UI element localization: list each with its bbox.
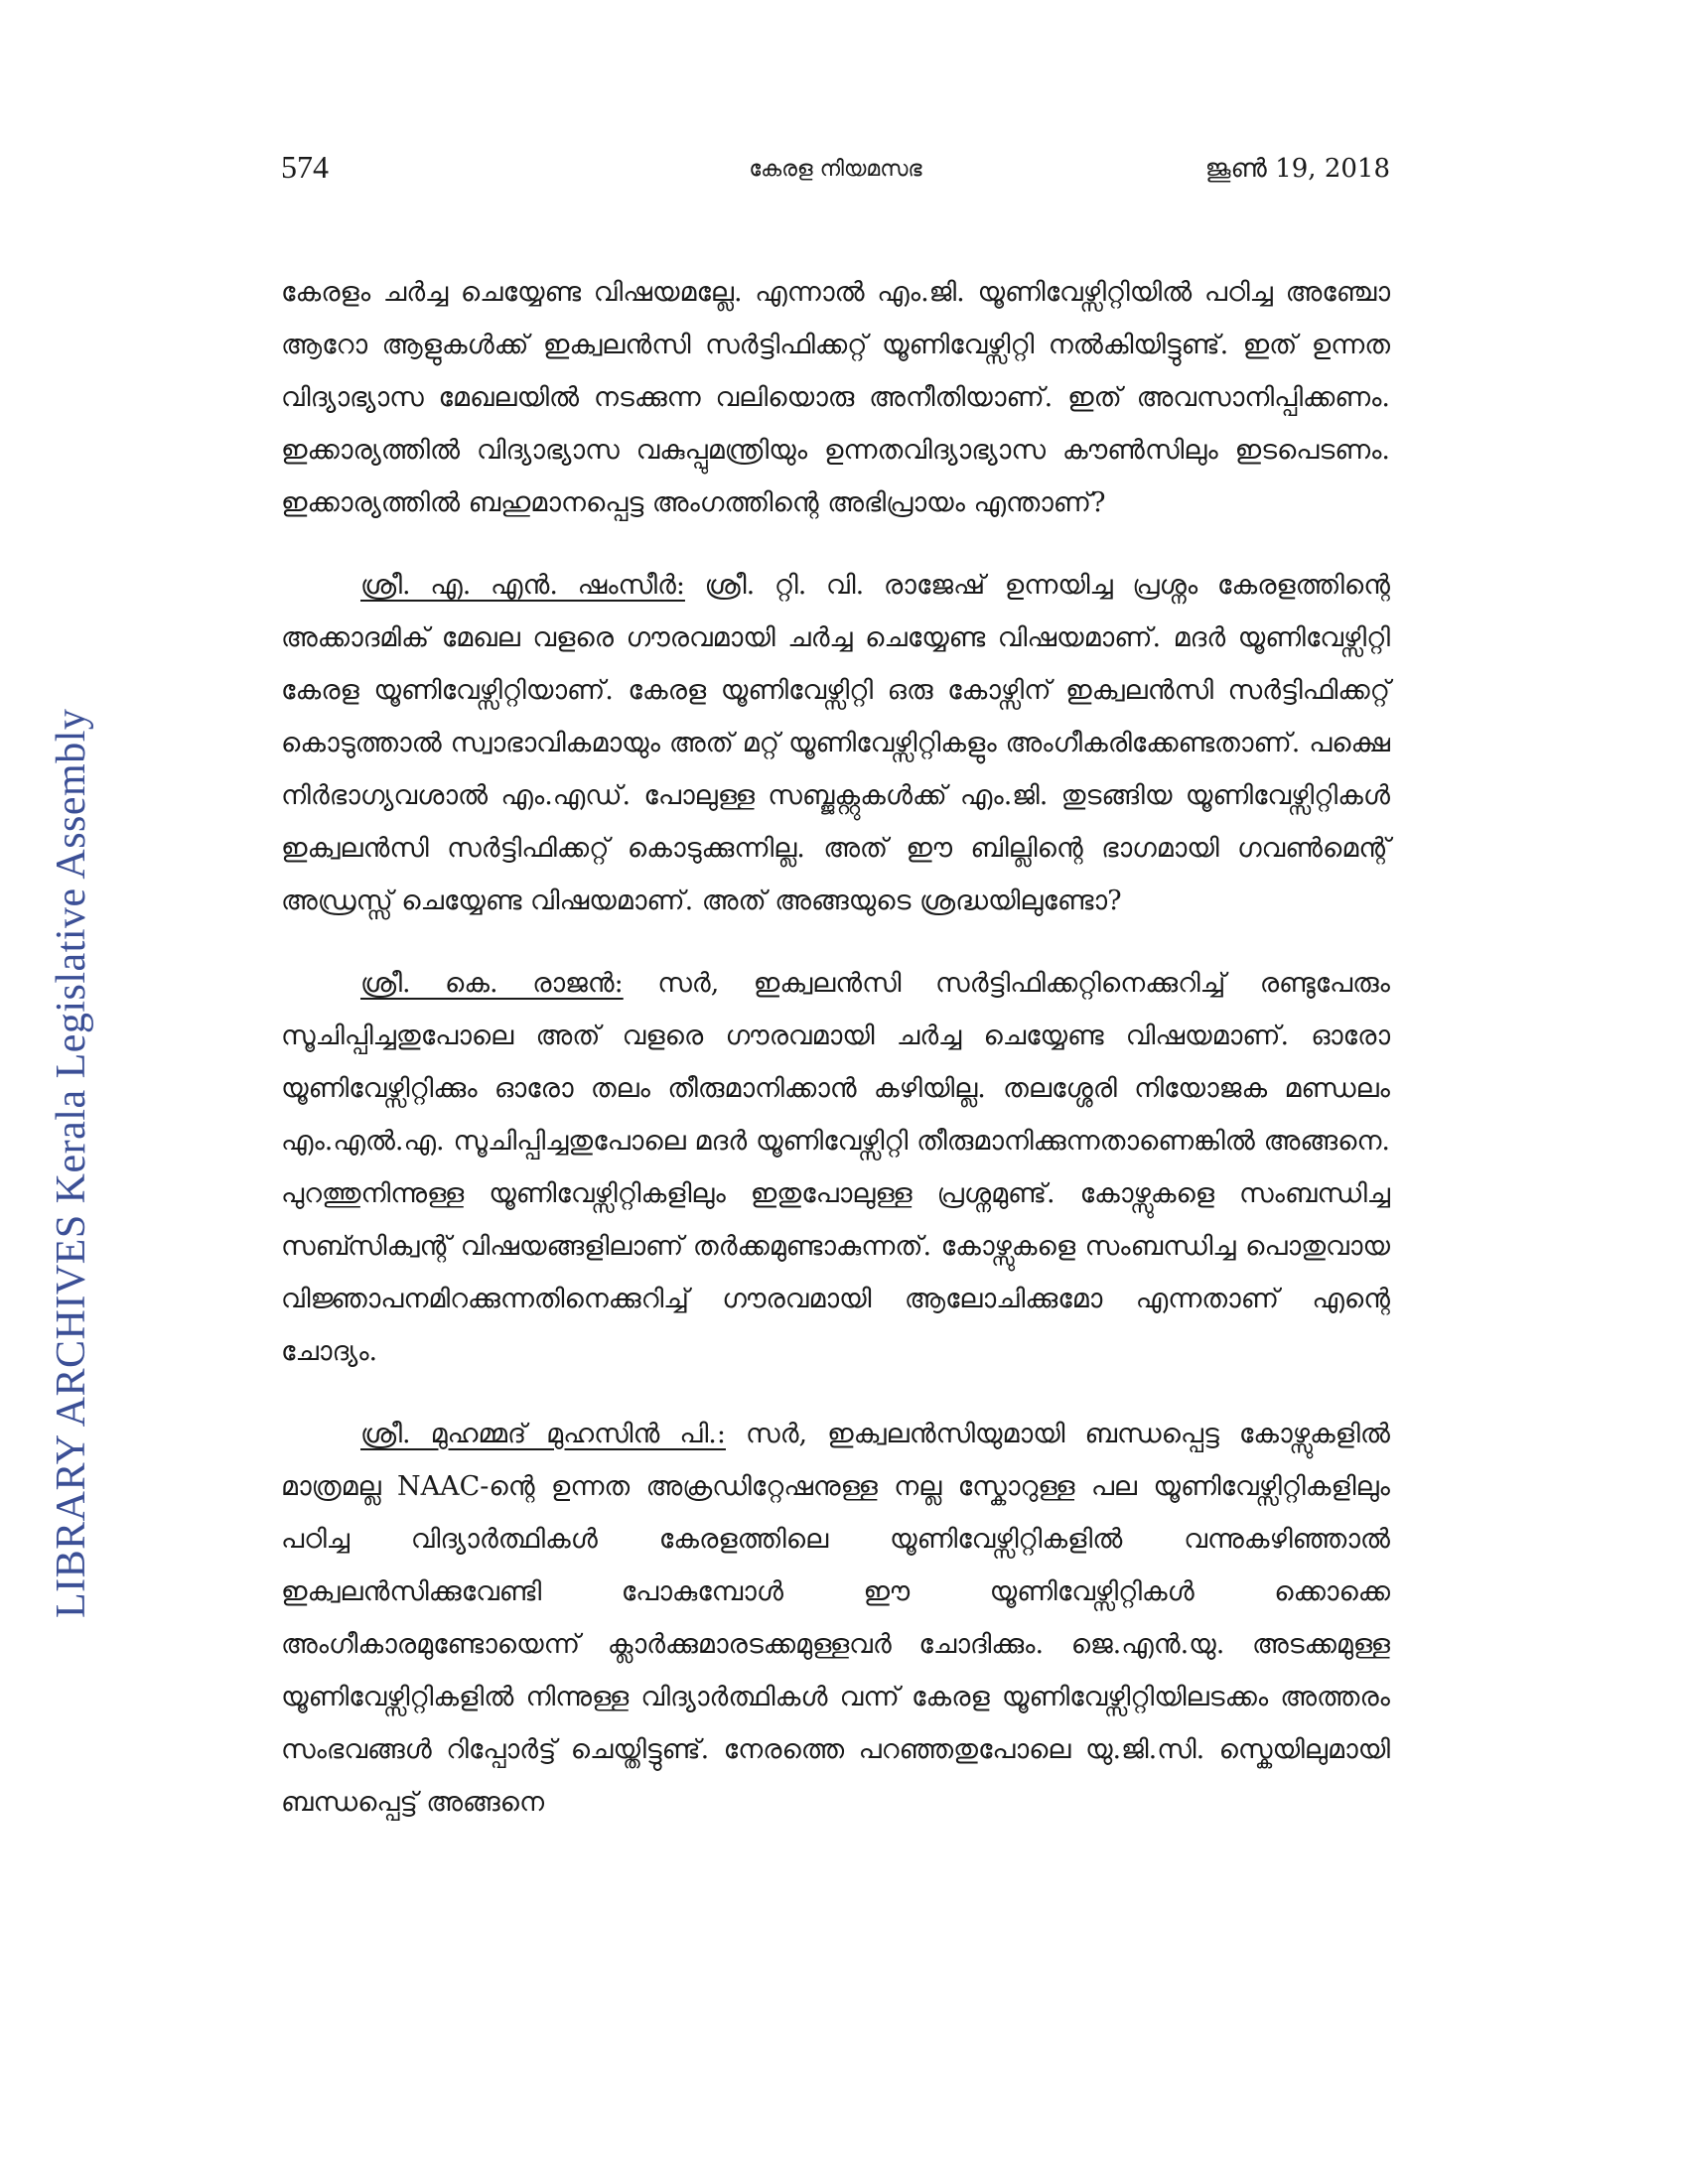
page-body (281, 266, 1390, 1829)
speaker-name: ശ്രീ. കെ. രാജൻ: (360, 968, 624, 999)
paragraph (281, 559, 1390, 927)
paragraph-text: ശ്രീ. റ്റി. വി. രാജേഷ് ഉന്നയിച്ച പ്രശ്നം കേരളത്തിന്റെ അക്കാദമിക് മേഖല വളരെ ഗൗരവമായി ചർച്ച ചെയ്യേണ്ട വിഷയമാണ്. മദർ യൂണിവേഴ്സിറ്റി കേരള യൂണിവേഴ്സിറ്റിയാണ്. കേരള യൂണിവേഴ്സിറ്റി ഒരു കോഴ്സിന് ഇക്വലൻസി സർട്ടിഫിക്കറ്റ് കൊടുത്താൽ സ്വാഭാവികമായും അത് മറ്റ് യൂണിവേഴ്സിറ്റികളും അംഗീകരിക്കേണ്ടതാണ്. പക്ഷെ നിർഭാഗ്യവശാൽ എം.എഡ്. പോലുള്ള സബ്ജക്റ്റുകൾക്ക് എം.ജി. തുടങ്ങിയ യൂണിവേഴ്സിറ്റികൾ ഇക്വലൻസി സർട്ടിഫിക്കറ്റ് കൊടുക്കുന്നില്ല. അത് ഈ ബില്ലിന്റെ ഭാഗമായി ഗവൺമെന്റ് അഡ്രസ്സ് ചെയ്യേണ്ട വിഷയമാണ്. അത് അങ്ങയുടെ ശ്രദ്ധയിലുണ്ടോ? (281, 570, 1390, 916)
paragraph (281, 266, 1390, 529)
archive-watermark: LIBRARY ARCHIVES Kerala Legislative Assembly (49, 708, 94, 1618)
page-header (281, 149, 1390, 189)
paragraph (281, 1408, 1390, 1829)
page-number: 574 (281, 149, 329, 185)
speaker-name: ശ്രീ. മുഹമ്മദ് മുഹസിൻ പി.: (360, 1419, 726, 1449)
paragraph-text: കേരളം ചർച്ച ചെയ്യേണ്ട വിഷയമല്ലേ. എന്നാൽ എം.ജി. യൂണിവേഴ്സിറ്റിയിൽ പഠിച്ച അഞ്ചോ ആറോ ആളുകൾക്ക് ഇക്വലൻസി സർട്ടിഫിക്കറ്റ് യൂണിവേഴ്സിറ്റി നൽകിയിട്ടുണ്ട്. ഇത് ഉന്നത വിദ്യാഭ്യാസ മേഖലയിൽ നടക്കുന്ന വലിയൊരു അനീതിയാണ്. ഇത് അവസാനിപ്പിക്കണം. ഇക്കാര്യത്തിൽ വിദ്യാഭ്യാസ വകുപ്പുമന്ത്രിയും ഉന്നതവിദ്യാഭ്യാസ കൗൺസിലും ഇടപെടണം. ഇക്കാര്യത്തിൽ ബഹുമാനപ്പെട്ട അംഗത്തിന്റെ അഭിപ്രായം എന്താണ്? (281, 277, 1390, 518)
paragraph-text: സർ, ഇക്വലൻസി സർട്ടിഫിക്കറ്റിനെക്കുറിച്ച് രണ്ടുപേരും സൂചിപ്പിച്ചതുപോലെ അത് വളരെ ഗൗരവമായി ചർച്ച ചെയ്യേണ്ട വിഷയമാണ്. ഓരോ യൂണിവേഴ്സിറ്റിക്കും ഓരോ തലം തീരുമാനിക്കാൻ കഴിയില്ല. തലശ്ശേരി നിയോജക മണ്ഡലം എം.എൽ.എ. സൂചിപ്പിച്ചതുപോലെ മദർ യൂണിവേഴ്സിറ്റി തീരുമാനിക്കുന്നതാണെങ്കിൽ അങ്ങനെ. പുറത്തുനിന്നുള്ള യൂണിവേഴ്സിറ്റികളിലും ഇതുപോലുള്ള പ്രശ്നമുണ്ട്. കോഴ്സുകളെ സംബന്ധിച്ച സബ്സിക്വന്റ് വിഷയങ്ങളിലാണ് തർക്കമുണ്ടാകുന്നത്. കോഴ്സുകളെ സംബന്ധിച്ച പൊതുവായ വിജ്ഞാപനമിറക്കുന്നതിനെക്കുറിച്ച് ഗൗരവമായി ആലോചിക്കുമോ എന്നതാണ് എന്റെ ചോദ്യം. (281, 968, 1390, 1367)
speaker-name: ശ്രീ. എ. എൻ. ഷംസീർ: (360, 570, 685, 601)
header-date: ജൂൺ 19, 2018 (1204, 154, 1390, 184)
paragraph-text: സർ, ഇക്വലൻസിയുമായി ബന്ധപ്പെട്ട കോഴ്സുകളിൽ മാത്രമല്ല NAAC-ന്റെ ഉന്നത അക്രഡിറ്റേഷനുള്ള നല്ല സ്കോറുള്ള പല യൂണിവേഴ്സിറ്റികളിലും പഠിച്ച വിദ്യാർത്ഥികൾ കേരളത്തിലെ യൂണിവേഴ്സിറ്റികളിൽ വന്നുകഴിഞ്ഞാൽ ഇക്വലൻസിക്കുവേണ്ടി പോകുമ്പോൾ ഈ യൂണിവേഴ്സിറ്റികൾ ക്കൊക്കെ അംഗീകാരമുണ്ടോയെന്ന് ക്ലാർക്കുമാരടക്കമുള്ളവർ ചോദിക്കും. ജെ.എൻ.യു. അടക്കമുള്ള യൂണിവേഴ്സിറ്റികളിൽ നിന്നുള്ള വിദ്യാർത്ഥികൾ വന്ന് കേരള യൂണിവേഴ്സിറ്റിയിലടക്കം അത്തരം സംഭവങ്ങൾ റിപ്പോർട്ട് ചെയ്തിട്ടുണ്ട്. നേരത്തെ പറഞ്ഞതുപോലെ യു.ജി.സി. സ്കെയിലുമായി ബന്ധപ്പെട്ട് അങ്ങനെ (281, 1419, 1390, 1818)
running-title: കേരള നിയമസഭ (749, 157, 922, 182)
paragraph (281, 957, 1390, 1378)
